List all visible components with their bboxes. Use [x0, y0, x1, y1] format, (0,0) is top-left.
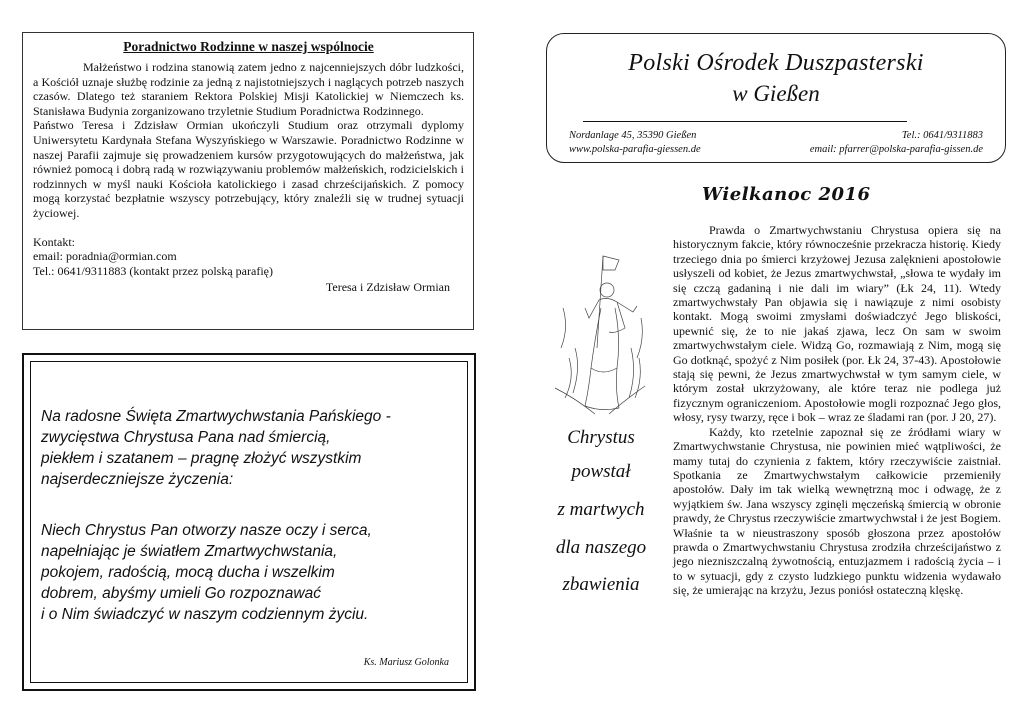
- wish-line: Na radosne Święta Zmartwychwstania Pańskiego -: [41, 408, 391, 425]
- contact-label: Kontakt:: [33, 234, 75, 249]
- wish-line: dobrem, abyśmy umieli Go rozpoznawać: [41, 585, 321, 602]
- counseling-paragraph-2: Państwo Teresa i Zdzisław Ormian ukończyli Studium oraz otrzymali dyplomy Uniwersytetu Kardynała Stefana Wyszyńskiego w Warszawie. Poradnictwo Rodzinne w naszej Parafii zajmuje się prowadzeniem kursów przygotowujących do małżeństwa, jak również pomocą i dobrą radą w rozwiązywaniu problemów małżeńskich, rodzicielskich i rodzinnych w myśl nauki Kościoła katolickiego i zasad chrześcijańskich. Z pomocy mogą korzystać bezpłatnie wszyscy potrzebujący, który znaleźli się w trudnej sytuacji życiowej.: [33, 118, 464, 220]
- parish-title: Polski Ośrodek Duszpasterski: [628, 50, 924, 76]
- parish-location: w Gießen: [732, 81, 820, 106]
- side-word: Chrystus: [567, 427, 635, 448]
- wish-line: i o Nim świadczyć w naszym codziennym życiu.: [41, 606, 369, 623]
- side-word: powstał: [571, 461, 631, 482]
- parish-website[interactable]: www.polska-parafia-giessen.de: [569, 144, 701, 155]
- parish-phone: Tel.: 0641/9311883: [901, 130, 983, 141]
- parish-address: Nordanlage 45, 35390 Gießen: [569, 130, 697, 141]
- wishes-prayer: [41, 520, 372, 625]
- wish-line: Niech Chrystus Pan otworzy nasze oczy i serca,: [41, 522, 372, 539]
- parish-email[interactable]: email: pfarrer@polska-parafia-gissen.de: [809, 144, 983, 155]
- wish-line: pokojem, radością, mocą ducha i wszelkim: [41, 564, 335, 581]
- parish-header: [546, 33, 1006, 163]
- header-divider: [583, 121, 907, 122]
- wishes-inner-frame: [30, 361, 468, 683]
- contact-phone: Tel.: 0641/9311883 (kontakt przez polską parafię): [33, 263, 273, 278]
- counseling-signature: Teresa i Zdzisław Ormian: [325, 280, 450, 295]
- risen-christ-illustration: [545, 248, 653, 418]
- wishes-greeting: [41, 406, 391, 490]
- wish-line: piekłem i szatanem – pragnę złożyć wszystkim: [41, 450, 362, 467]
- side-word: z martwych: [557, 499, 645, 520]
- family-counseling-box: [22, 32, 474, 330]
- wish-line: najserdeczniejsze życzenia:: [41, 471, 234, 488]
- easter-article: [673, 223, 1001, 598]
- easter-heading: Wielkanoc 2016: [702, 184, 871, 205]
- contact-block: [33, 235, 464, 279]
- counseling-title: Poradnictwo Rodzinne w naszej wspólnocie: [123, 39, 374, 54]
- wish-line: zwycięstwa Chrystusa Pana nad śmiercią,: [41, 429, 331, 446]
- side-word: zbawienia: [562, 574, 640, 595]
- side-word: dla naszego: [555, 537, 647, 558]
- article-paragraph-2: Każdy, kto rzetelnie zapoznał się ze źródłami wiary w Zmartwychwstanie Chrystusa, nie powinien mieć wątpliwości, że mamy tutaj do czynienia z faktem, który rzeczywiście zaistniał. Spotkania ze Zmartwychwstałym całkowicie przemieniły apostołów. Dały im tak wielką wewnętrzną moc i odwagę, że z wyjątkiem św. Jana wszyscy zginęli męczeńską śmiercią w obronie prawdy, że Chrystus rzeczywiście zmartwychwstał i że jest Bogiem. Właśnie ta w nieustraszony sposób głoszona przez apostołów prawda o Zmartwychwstaniu Chrystusa zrodziła chrześcijaństwo z jego niezniszczalną żywotnością, entuzjazmem i radością życia – i to w sytuacji, gdy z czysto ludzkiego punktu widzenia wydawało się, że umierając na krzyżu, Jezus poniósł ostateczną klęskę.: [673, 424, 1001, 598]
- contact-email: email: poradnia@ormian.com: [33, 249, 177, 264]
- counseling-paragraph-1: Małżeństwo i rodzina stanowią zatem jedno z najcenniejszych dóbr ludzkości, a Kościół uznaje służbę rodzinie za jedną z najistotniejszych i naglących potrzeb naszych czasów. Dlatego też staraniem Rektora Polskiej Misji Katolickiej w Niemczech ks. Stanisława Budynia zorganizowano trzyletnie Studium Poradnictwa Rodzinnego.: [33, 60, 464, 118]
- wish-line: napełniając je światłem Zmartwychwstania,: [41, 543, 338, 560]
- easter-wishes-box: [22, 353, 476, 691]
- wishes-signature: Ks. Mariusz Golonka: [363, 657, 449, 668]
- article-paragraph-1: Prawda o Zmartwychwstaniu Chrystusa opiera się na historycznym fakcie, który równocześnie przekracza historię. Kiedy trzeciego dnia po śmierci krzyżowej Jezusa zalęknieni apostołowie usłyszeli od kobiet, że Jezus zmartwychwstał, „słowa te wydały im się czczą gadaniną i nie dali im wiary” (Łk 24, 11). Wtedy zmartwychwstały Pan objawia się i nawiązuje z nimi osobisty kontakt. Mogą swoimi zmysłami doświadczyć Jego bliskości, upewnić się, że to nie jakaś zjawa, lecz On sam w swoim zmartwychwstałym ciele. Widzą Go, rozmawiają z Nim, mogą się Go dotknąć, spożyć z Nim posiłek (por. Łk 24, 37-43). Apostołowie stają się pewni, że Jezus zmartwychwstał w tym samym ciele, w którym został ukrzyżowany, ale które teraz nie podlega już fizycznym ograniczeniom. Apostołowie mogli rozpoznać Jego głos, włosy, rysy twarzy, ręce i bok – wraz ze śladami ran (por. J 20, 27).: [673, 223, 1001, 425]
